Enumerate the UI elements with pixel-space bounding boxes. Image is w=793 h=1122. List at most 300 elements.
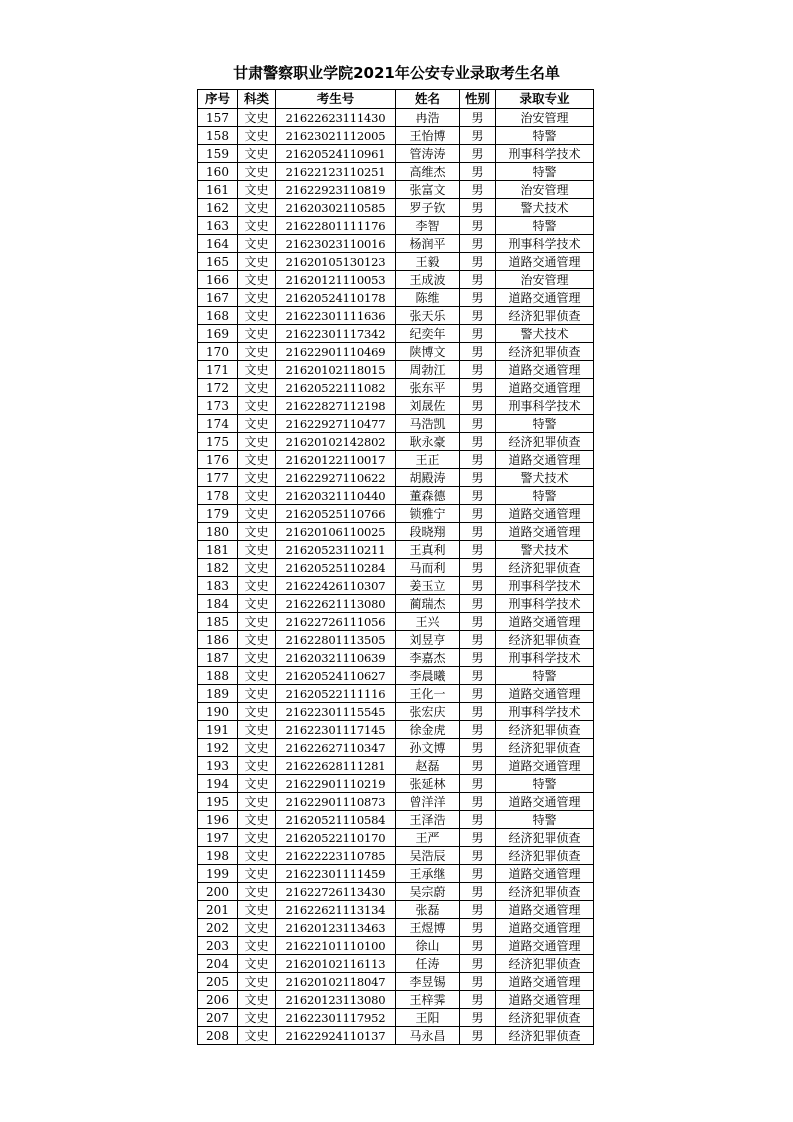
table-row (198, 631, 594, 649)
cell-name: 王梓霁 (396, 991, 460, 1009)
cell-seq: 176 (198, 451, 238, 469)
cell-gender: 男 (460, 307, 496, 325)
cell-name: 管涛涛 (396, 145, 460, 163)
cell-name: 胡殿涛 (396, 469, 460, 487)
header-name: 姓名 (396, 90, 460, 109)
cell-major: 道路交通管理 (496, 919, 594, 937)
cell-category: 文史 (238, 703, 276, 721)
table-row (198, 235, 594, 253)
table-row (198, 559, 594, 577)
cell-major: 道路交通管理 (496, 991, 594, 1009)
cell-major: 经济犯罪侦查 (496, 955, 594, 973)
cell-seq: 159 (198, 145, 238, 163)
cell-gender: 男 (460, 325, 496, 343)
table-row (198, 415, 594, 433)
cell-exam-id: 21622301117952 (276, 1009, 396, 1027)
cell-major: 特警 (496, 127, 594, 145)
cell-major: 警犬技术 (496, 541, 594, 559)
cell-category: 文史 (238, 487, 276, 505)
cell-category: 文史 (238, 559, 276, 577)
cell-gender: 男 (460, 1009, 496, 1027)
cell-major: 刑事科学技术 (496, 649, 594, 667)
cell-exam-id: 21622726113430 (276, 883, 396, 901)
cell-major: 警犬技术 (496, 469, 594, 487)
cell-major: 道路交通管理 (496, 289, 594, 307)
cell-name: 赵磊 (396, 757, 460, 775)
cell-major: 经济犯罪侦查 (496, 1027, 594, 1045)
table-row (198, 199, 594, 217)
cell-exam-id: 21622627110347 (276, 739, 396, 757)
cell-major: 道路交通管理 (496, 523, 594, 541)
cell-category: 文史 (238, 649, 276, 667)
cell-name: 董森德 (396, 487, 460, 505)
cell-gender: 男 (460, 379, 496, 397)
cell-major: 刑事科学技术 (496, 397, 594, 415)
cell-gender: 男 (460, 289, 496, 307)
cell-name: 吴宗蔚 (396, 883, 460, 901)
cell-name: 张延林 (396, 775, 460, 793)
table-row (198, 847, 594, 865)
cell-name: 王严 (396, 829, 460, 847)
cell-seq: 201 (198, 901, 238, 919)
cell-gender: 男 (460, 595, 496, 613)
cell-major: 警犬技术 (496, 325, 594, 343)
cell-name: 马浩凯 (396, 415, 460, 433)
cell-exam-id: 21622426110307 (276, 577, 396, 595)
cell-major: 道路交通管理 (496, 613, 594, 631)
table-row (198, 757, 594, 775)
cell-name: 马永昌 (396, 1027, 460, 1045)
cell-exam-id: 21620522111082 (276, 379, 396, 397)
cell-gender: 男 (460, 829, 496, 847)
cell-name: 耿永豪 (396, 433, 460, 451)
cell-exam-id: 21620105130123 (276, 253, 396, 271)
table-body (198, 109, 594, 1045)
cell-category: 文史 (238, 829, 276, 847)
cell-major: 刑事科学技术 (496, 703, 594, 721)
cell-gender: 男 (460, 235, 496, 253)
cell-exam-id: 21620102142802 (276, 433, 396, 451)
cell-gender: 男 (460, 811, 496, 829)
cell-seq: 177 (198, 469, 238, 487)
cell-gender: 男 (460, 559, 496, 577)
cell-seq: 193 (198, 757, 238, 775)
cell-major: 经济犯罪侦查 (496, 1009, 594, 1027)
cell-major: 特警 (496, 415, 594, 433)
cell-name: 陕博文 (396, 343, 460, 361)
cell-seq: 199 (198, 865, 238, 883)
cell-seq: 180 (198, 523, 238, 541)
cell-major: 道路交通管理 (496, 685, 594, 703)
cell-gender: 男 (460, 919, 496, 937)
cell-exam-id: 21620522111116 (276, 685, 396, 703)
cell-category: 文史 (238, 433, 276, 451)
cell-category: 文史 (238, 541, 276, 559)
table-row (198, 523, 594, 541)
cell-name: 李晨曦 (396, 667, 460, 685)
table-row (198, 739, 594, 757)
cell-seq: 196 (198, 811, 238, 829)
cell-major: 特警 (496, 775, 594, 793)
table-row (198, 811, 594, 829)
cell-exam-id: 21620524110961 (276, 145, 396, 163)
cell-major: 道路交通管理 (496, 253, 594, 271)
cell-seq: 208 (198, 1027, 238, 1045)
table-row (198, 343, 594, 361)
cell-seq: 182 (198, 559, 238, 577)
table-row (198, 379, 594, 397)
cell-exam-id: 21622123110251 (276, 163, 396, 181)
cell-exam-id: 21620522110170 (276, 829, 396, 847)
cell-seq: 207 (198, 1009, 238, 1027)
table-row (198, 613, 594, 631)
cell-gender: 男 (460, 271, 496, 289)
cell-category: 文史 (238, 955, 276, 973)
cell-category: 文史 (238, 901, 276, 919)
cell-exam-id: 21620321110440 (276, 487, 396, 505)
cell-exam-id: 21620102118047 (276, 973, 396, 991)
cell-seq: 178 (198, 487, 238, 505)
cell-exam-id: 21622101110100 (276, 937, 396, 955)
cell-exam-id: 21620102118015 (276, 361, 396, 379)
cell-gender: 男 (460, 739, 496, 757)
cell-gender: 男 (460, 163, 496, 181)
cell-major: 经济犯罪侦查 (496, 559, 594, 577)
cell-exam-id: 21620302110585 (276, 199, 396, 217)
cell-category: 文史 (238, 181, 276, 199)
cell-gender: 男 (460, 937, 496, 955)
table-row (198, 649, 594, 667)
table-row (198, 703, 594, 721)
cell-seq: 164 (198, 235, 238, 253)
cell-exam-id: 21623021112005 (276, 127, 396, 145)
cell-name: 王承继 (396, 865, 460, 883)
table-row (198, 901, 594, 919)
cell-category: 文史 (238, 271, 276, 289)
table-row (198, 433, 594, 451)
cell-seq: 192 (198, 739, 238, 757)
cell-seq: 172 (198, 379, 238, 397)
cell-gender: 男 (460, 901, 496, 919)
cell-category: 文史 (238, 631, 276, 649)
cell-category: 文史 (238, 253, 276, 271)
cell-exam-id: 21620525110284 (276, 559, 396, 577)
header-category: 科类 (238, 90, 276, 109)
cell-exam-id: 21620524110627 (276, 667, 396, 685)
cell-gender: 男 (460, 505, 496, 523)
cell-seq: 186 (198, 631, 238, 649)
cell-seq: 198 (198, 847, 238, 865)
cell-exam-id: 21620521110584 (276, 811, 396, 829)
cell-exam-id: 21622924110137 (276, 1027, 396, 1045)
cell-category: 文史 (238, 163, 276, 181)
cell-gender: 男 (460, 631, 496, 649)
cell-category: 文史 (238, 613, 276, 631)
cell-category: 文史 (238, 847, 276, 865)
cell-category: 文史 (238, 451, 276, 469)
cell-seq: 163 (198, 217, 238, 235)
cell-category: 文史 (238, 973, 276, 991)
cell-exam-id: 21622827112198 (276, 397, 396, 415)
cell-gender: 男 (460, 649, 496, 667)
cell-major: 道路交通管理 (496, 901, 594, 919)
table-row (198, 721, 594, 739)
cell-seq: 203 (198, 937, 238, 955)
cell-major: 刑事科学技术 (496, 145, 594, 163)
cell-gender: 男 (460, 865, 496, 883)
cell-major: 道路交通管理 (496, 937, 594, 955)
table-row (198, 487, 594, 505)
cell-major: 特警 (496, 487, 594, 505)
cell-major: 道路交通管理 (496, 505, 594, 523)
cell-category: 文史 (238, 235, 276, 253)
cell-major: 刑事科学技术 (496, 577, 594, 595)
cell-category: 文史 (238, 289, 276, 307)
cell-name: 王煜博 (396, 919, 460, 937)
header-seq: 序号 (198, 90, 238, 109)
cell-name: 任涛 (396, 955, 460, 973)
cell-exam-id: 21622301111459 (276, 865, 396, 883)
cell-gender: 男 (460, 199, 496, 217)
cell-name: 徐山 (396, 937, 460, 955)
cell-major: 道路交通管理 (496, 379, 594, 397)
table-row (198, 883, 594, 901)
cell-name: 王真利 (396, 541, 460, 559)
cell-category: 文史 (238, 217, 276, 235)
cell-category: 文史 (238, 505, 276, 523)
table-row (198, 307, 594, 325)
table-row (198, 127, 594, 145)
cell-name: 冉浩 (396, 109, 460, 127)
table-row (198, 325, 594, 343)
table-row (198, 397, 594, 415)
cell-gender: 男 (460, 541, 496, 559)
header-exam-id: 考生号 (276, 90, 396, 109)
cell-seq: 169 (198, 325, 238, 343)
cell-exam-id: 21622927110477 (276, 415, 396, 433)
header-major: 录取专业 (496, 90, 594, 109)
cell-exam-id: 21620122110017 (276, 451, 396, 469)
cell-exam-id: 21620123113080 (276, 991, 396, 1009)
cell-name: 张磊 (396, 901, 460, 919)
cell-category: 文史 (238, 343, 276, 361)
cell-name: 张东平 (396, 379, 460, 397)
cell-category: 文史 (238, 595, 276, 613)
cell-gender: 男 (460, 577, 496, 595)
cell-gender: 男 (460, 433, 496, 451)
cell-category: 文史 (238, 307, 276, 325)
cell-exam-id: 21622301115545 (276, 703, 396, 721)
cell-name: 周勃江 (396, 361, 460, 379)
cell-major: 治安管理 (496, 181, 594, 199)
cell-major: 治安管理 (496, 109, 594, 127)
cell-name: 杨润平 (396, 235, 460, 253)
cell-exam-id: 21620123113463 (276, 919, 396, 937)
cell-major: 道路交通管理 (496, 361, 594, 379)
cell-seq: 171 (198, 361, 238, 379)
table-row (198, 181, 594, 199)
cell-gender: 男 (460, 847, 496, 865)
cell-name: 李智 (396, 217, 460, 235)
cell-major: 道路交通管理 (496, 973, 594, 991)
table-row (198, 973, 594, 991)
cell-major: 特警 (496, 163, 594, 181)
cell-major: 特警 (496, 217, 594, 235)
cell-name: 锁雅宁 (396, 505, 460, 523)
cell-exam-id: 21622623111430 (276, 109, 396, 127)
cell-name: 王兴 (396, 613, 460, 631)
cell-major: 经济犯罪侦查 (496, 829, 594, 847)
cell-exam-id: 21622621113080 (276, 595, 396, 613)
cell-category: 文史 (238, 865, 276, 883)
table-row (198, 577, 594, 595)
cell-name: 段晓翔 (396, 523, 460, 541)
cell-seq: 165 (198, 253, 238, 271)
cell-category: 文史 (238, 127, 276, 145)
cell-major: 治安管理 (496, 271, 594, 289)
cell-name: 孙文博 (396, 739, 460, 757)
cell-category: 文史 (238, 1027, 276, 1045)
cell-gender: 男 (460, 469, 496, 487)
cell-category: 文史 (238, 685, 276, 703)
table-row (198, 1027, 594, 1045)
cell-seq: 187 (198, 649, 238, 667)
cell-name: 王毅 (396, 253, 460, 271)
cell-name: 李嘉杰 (396, 649, 460, 667)
cell-category: 文史 (238, 757, 276, 775)
cell-category: 文史 (238, 739, 276, 757)
page-title: 甘肃警察职业学院2021年公安专业录取考生名单 (233, 64, 560, 82)
cell-major: 道路交通管理 (496, 757, 594, 775)
cell-seq: 195 (198, 793, 238, 811)
cell-exam-id: 21622628111281 (276, 757, 396, 775)
cell-seq: 161 (198, 181, 238, 199)
cell-category: 文史 (238, 397, 276, 415)
cell-exam-id: 21620106110025 (276, 523, 396, 541)
cell-name: 蔺瑞杰 (396, 595, 460, 613)
table-row (198, 163, 594, 181)
cell-seq: 205 (198, 973, 238, 991)
cell-category: 文史 (238, 937, 276, 955)
cell-major: 经济犯罪侦查 (496, 847, 594, 865)
cell-gender: 男 (460, 721, 496, 739)
cell-category: 文史 (238, 523, 276, 541)
table-row (198, 253, 594, 271)
cell-seq: 191 (198, 721, 238, 739)
cell-exam-id: 21622901110469 (276, 343, 396, 361)
cell-seq: 184 (198, 595, 238, 613)
table-row (198, 667, 594, 685)
cell-seq: 160 (198, 163, 238, 181)
cell-major: 经济犯罪侦查 (496, 433, 594, 451)
cell-major: 经济犯罪侦查 (496, 721, 594, 739)
cell-major: 特警 (496, 667, 594, 685)
header-row (198, 90, 594, 109)
cell-exam-id: 21622801113505 (276, 631, 396, 649)
cell-seq: 179 (198, 505, 238, 523)
cell-category: 文史 (238, 883, 276, 901)
admission-table (197, 89, 594, 1045)
cell-gender: 男 (460, 703, 496, 721)
table-row (198, 289, 594, 307)
cell-seq: 173 (198, 397, 238, 415)
cell-exam-id: 21622301111636 (276, 307, 396, 325)
header-gender: 性别 (460, 90, 496, 109)
table-row (198, 361, 594, 379)
cell-major: 经济犯罪侦查 (496, 307, 594, 325)
cell-exam-id: 21622901110873 (276, 793, 396, 811)
table-row (198, 865, 594, 883)
cell-name: 刘晟佐 (396, 397, 460, 415)
cell-exam-id: 21622901110219 (276, 775, 396, 793)
table-row (198, 541, 594, 559)
cell-name: 王怡博 (396, 127, 460, 145)
cell-name: 王阳 (396, 1009, 460, 1027)
cell-name: 王正 (396, 451, 460, 469)
cell-name: 王化一 (396, 685, 460, 703)
cell-seq: 158 (198, 127, 238, 145)
table-row (198, 505, 594, 523)
cell-category: 文史 (238, 469, 276, 487)
cell-seq: 162 (198, 199, 238, 217)
cell-seq: 194 (198, 775, 238, 793)
cell-seq: 190 (198, 703, 238, 721)
cell-gender: 男 (460, 757, 496, 775)
cell-gender: 男 (460, 523, 496, 541)
cell-seq: 175 (198, 433, 238, 451)
table-row (198, 775, 594, 793)
cell-name: 徐金虎 (396, 721, 460, 739)
cell-exam-id: 21622301117145 (276, 721, 396, 739)
cell-seq: 197 (198, 829, 238, 847)
cell-name: 纪奕年 (396, 325, 460, 343)
table-row (198, 469, 594, 487)
table-row (198, 793, 594, 811)
cell-category: 文史 (238, 325, 276, 343)
cell-exam-id: 21620524110178 (276, 289, 396, 307)
table-row (198, 217, 594, 235)
cell-gender: 男 (460, 793, 496, 811)
cell-exam-id: 21620321110639 (276, 649, 396, 667)
cell-seq: 206 (198, 991, 238, 1009)
cell-major: 刑事科学技术 (496, 235, 594, 253)
cell-seq: 188 (198, 667, 238, 685)
table-row (198, 1009, 594, 1027)
cell-gender: 男 (460, 775, 496, 793)
cell-gender: 男 (460, 685, 496, 703)
cell-category: 文史 (238, 415, 276, 433)
table-row (198, 937, 594, 955)
cell-exam-id: 21620121110053 (276, 271, 396, 289)
cell-seq: 204 (198, 955, 238, 973)
cell-category: 文史 (238, 793, 276, 811)
table-header (198, 90, 594, 109)
cell-seq: 170 (198, 343, 238, 361)
cell-category: 文史 (238, 577, 276, 595)
cell-gender: 男 (460, 415, 496, 433)
cell-major: 警犬技术 (496, 199, 594, 217)
cell-gender: 男 (460, 109, 496, 127)
cell-exam-id: 21620523110211 (276, 541, 396, 559)
table-row (198, 109, 594, 127)
cell-category: 文史 (238, 919, 276, 937)
cell-name: 张富文 (396, 181, 460, 199)
cell-seq: 185 (198, 613, 238, 631)
cell-exam-id: 21622301117342 (276, 325, 396, 343)
cell-category: 文史 (238, 1009, 276, 1027)
cell-major: 经济犯罪侦查 (496, 343, 594, 361)
table-row (198, 685, 594, 703)
